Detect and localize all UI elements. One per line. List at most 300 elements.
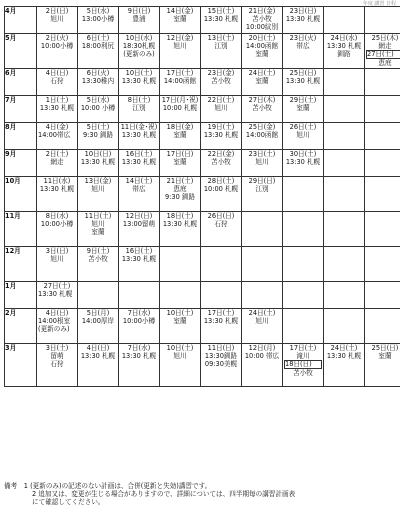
session-date: 17日(土) [283, 344, 323, 352]
session-info: 旭川 [160, 42, 200, 50]
schedule-cell [324, 212, 365, 247]
session-info: 石狩 [37, 77, 77, 85]
session-info: 室蘭 [242, 77, 282, 85]
schedule-cell [160, 247, 201, 282]
session-date: 18日(土) [160, 212, 200, 220]
session-info: 帯広 [283, 42, 323, 50]
session-date: 17日(月･祝) [160, 96, 200, 104]
schedule-cell [324, 123, 365, 150]
schedule-cell [365, 282, 400, 309]
schedule-cell [37, 96, 78, 123]
session-date: 11日(金･祝) [119, 123, 159, 131]
schedule-cell [283, 177, 324, 212]
session-info: 苫小牧 [242, 104, 282, 112]
schedule-cell [37, 309, 78, 344]
schedule-cell [78, 96, 119, 123]
session-date: 22日(土) [201, 96, 241, 104]
schedule-cell [283, 34, 324, 69]
schedule-cell [365, 247, 400, 282]
schedule-cell [242, 344, 283, 387]
session-info: 13:30 札幌 [160, 220, 200, 228]
session-date: 17日(日) [160, 150, 200, 158]
schedule-cell [78, 309, 119, 344]
session-date: 10日(水) [119, 34, 159, 42]
session-info: 旭川 [201, 104, 241, 112]
schedule-cell [160, 96, 201, 123]
session-date: 28日(土) [201, 177, 241, 185]
session-info: 室蘭 [283, 104, 323, 112]
session-date: 2日(日) [37, 7, 77, 15]
session-date: 19日(土) [201, 123, 241, 131]
schedule-cell [37, 34, 78, 69]
session-date: 14日(土) [119, 177, 159, 185]
session-info: 13:30 札幌 [283, 77, 323, 85]
session-info: (更新のみ) [119, 50, 159, 58]
session-info: 13:30 札幌 [201, 131, 241, 139]
session-info: 網走 [365, 42, 400, 50]
notes-label: 備考 [4, 482, 17, 490]
session-info: 14:00函館 [160, 77, 200, 85]
session-info: 14:00根室 [37, 317, 77, 325]
month-label: 2月 [5, 309, 37, 344]
session-info: 14:00函館 [242, 42, 282, 50]
schedule-cell [160, 309, 201, 344]
session-info: 13:30 札幌 [119, 131, 159, 139]
schedule-cell [242, 96, 283, 123]
session-info: 13:30 札幌 [324, 352, 364, 360]
month-row [5, 247, 400, 282]
month-label: 6月 [5, 69, 37, 96]
schedule-cell [78, 150, 119, 177]
session-date: 5日(水) [78, 96, 118, 104]
month-label: 1月 [5, 282, 37, 309]
schedule-cell [119, 7, 160, 34]
schedule-cell [119, 96, 160, 123]
session-date: 24日(水) [324, 34, 364, 42]
session-date: 25日(日) [283, 69, 323, 77]
session-date: 11日(日) [201, 344, 241, 352]
session-date: 8日(水) [37, 212, 77, 220]
session-info: 網走 [37, 158, 77, 166]
session-info: 13:30 札幌 [119, 255, 159, 263]
session-date: 22日(金) [201, 150, 241, 158]
month-row [5, 344, 400, 387]
session-date: 10日(土) [160, 344, 200, 352]
session-info: 14:00函館 [242, 131, 282, 139]
session-info: 13:30 札幌 [37, 290, 77, 298]
session-date: 23日(土) [242, 150, 282, 158]
session-info: 苫小牧 [242, 15, 282, 23]
session-date: 26日(日) [201, 212, 241, 220]
session-date: 29日(日) [242, 177, 282, 185]
session-info: 10:00 札幌 [160, 104, 200, 112]
session-date: 4日(日) [37, 309, 77, 317]
session-date: 12日(日) [119, 212, 159, 220]
session-info: 13:30 札幌 [37, 104, 77, 112]
schedule-cell [324, 7, 365, 34]
session-info: 13:30稚内 [78, 77, 118, 85]
session-date: 17日(土) [160, 69, 200, 77]
session-date: 2日(土) [37, 150, 77, 158]
schedule-cell [324, 177, 365, 212]
schedule-cell [242, 69, 283, 96]
session-info: 13:30 札幌 [37, 185, 77, 193]
session-info: 江別 [119, 104, 159, 112]
schedule-cell [283, 309, 324, 344]
schedule-cell [365, 309, 400, 344]
schedule-cell [78, 282, 119, 309]
session-info: 室蘭 [160, 15, 200, 23]
session-info: 旭川 [283, 131, 323, 139]
session-info: 旭川 [37, 255, 77, 263]
schedule-cell [324, 247, 365, 282]
schedule-cell [365, 123, 400, 150]
session-date: 3日(土) [37, 344, 77, 352]
schedule-cell [160, 150, 201, 177]
session-date: 27日(土) [37, 282, 77, 290]
schedule-cell [78, 69, 119, 96]
session-info: (更新のみ) [37, 325, 77, 333]
session-date: 14日(金) [160, 7, 200, 15]
session-info: 旭川 [78, 220, 118, 228]
session-date: 26日(土) [283, 123, 323, 131]
schedule-cell [242, 34, 283, 69]
schedule-table [4, 6, 400, 387]
schedule-cell [78, 344, 119, 387]
schedule-cell [160, 344, 201, 387]
schedule-cell [365, 212, 400, 247]
month-row [5, 7, 400, 34]
schedule-cell [160, 7, 201, 34]
month-label: 7月 [5, 96, 37, 123]
session-date: 7日(水) [119, 309, 159, 317]
session-info: 苫小牧 [78, 255, 118, 263]
session-date: 7日(水) [119, 344, 159, 352]
month-label: 3月 [5, 344, 37, 387]
month-row [5, 34, 400, 69]
schedule-cell [283, 212, 324, 247]
schedule-cell [242, 212, 283, 247]
session-info: 石狩 [37, 360, 77, 368]
note-line-1: 1 (更新のみ)の記述のない計画は、合併(更新と失効)講習です。 [24, 482, 212, 490]
session-info: 10:00 帯広 [242, 352, 282, 360]
session-date: 5日(水) [78, 7, 118, 15]
session-info: 旭川 [242, 317, 282, 325]
month-row [5, 69, 400, 96]
session-date: 11日(土) [78, 212, 118, 220]
session-date: 16日(土) [119, 247, 159, 255]
schedule-cell [119, 344, 160, 387]
session-info: 13:30 札幌 [324, 42, 364, 50]
schedule-cell [119, 34, 160, 69]
month-label: 11月 [5, 212, 37, 247]
schedule-cell [242, 150, 283, 177]
session-info: 室蘭 [160, 158, 200, 166]
schedule-cell [78, 212, 119, 247]
month-row [5, 123, 400, 150]
schedule-cell [37, 7, 78, 34]
month-row [5, 282, 400, 309]
schedule-cell [201, 247, 242, 282]
schedule-cell [283, 282, 324, 309]
session-date: 3日(日) [37, 247, 77, 255]
schedule-cell [201, 309, 242, 344]
session-date: 8日(土) [119, 96, 159, 104]
schedule-cell [119, 282, 160, 309]
session-info: 苫小牧 [201, 77, 241, 85]
session-date: 16日(土) [119, 150, 159, 158]
schedule-cell [201, 34, 242, 69]
session-date: 6日(火) [78, 69, 118, 77]
session-date: 23日(火) [283, 34, 323, 42]
schedule-cell [283, 69, 324, 96]
schedule-cell [324, 96, 365, 123]
session-date: 12日(金) [160, 34, 200, 42]
month-row [5, 177, 400, 212]
schedule-cell [160, 282, 201, 309]
session-date: 29日(土) [283, 96, 323, 104]
session-date: 5日(月) [78, 309, 118, 317]
session-date: 13日(土) [201, 34, 241, 42]
schedule-cell [37, 282, 78, 309]
schedule-cell [283, 7, 324, 34]
schedule-cell [37, 344, 78, 387]
header-tail: 年度 講習 日程 [358, 0, 396, 7]
session-date: 2日(火) [37, 34, 77, 42]
schedule-cell [201, 123, 242, 150]
session-info: 9:30 釧路 [160, 193, 200, 201]
schedule-cell [201, 96, 242, 123]
schedule-cell [160, 69, 201, 96]
session-info: 14:00帯広 [37, 131, 77, 139]
schedule-cell [119, 309, 160, 344]
session-date: 4日(日) [78, 344, 118, 352]
session-date: 4日(金) [37, 123, 77, 131]
extra-session-date: 18日(日) [284, 360, 322, 369]
schedule-cell [324, 282, 365, 309]
month-label: 8月 [5, 123, 37, 150]
schedule-cell [37, 150, 78, 177]
schedule-cell [201, 344, 242, 387]
session-date: 27日(木) [242, 96, 282, 104]
schedule-cell [365, 150, 400, 177]
note-line-3: にて確認してください。 [4, 498, 295, 506]
session-info: 滝川 [283, 352, 323, 360]
session-date: 10日(日) [78, 150, 118, 158]
session-date: 23日(金) [201, 69, 241, 77]
schedule-cell [119, 69, 160, 96]
session-info: 13:30 札幌 [119, 352, 159, 360]
session-info: 10:00 札幌 [201, 185, 241, 193]
schedule-cell [160, 123, 201, 150]
session-date: 18日(金) [160, 123, 200, 131]
schedule-cell [160, 212, 201, 247]
session-date: 17日(土) [201, 309, 241, 317]
schedule-cell [324, 69, 365, 96]
schedule-cell [37, 69, 78, 96]
schedule-cell [119, 247, 160, 282]
schedule-cell [242, 309, 283, 344]
schedule-cell [78, 34, 119, 69]
session-info: 14:00厚岸 [78, 317, 118, 325]
session-date: 21日(金) [242, 7, 282, 15]
schedule-cell [37, 177, 78, 212]
month-label: 9月 [5, 150, 37, 177]
session-info: 10:00小樽 [37, 220, 77, 228]
session-date: 30日(土) [283, 150, 323, 158]
schedule-cell [119, 123, 160, 150]
session-date: 25日(日) [365, 344, 400, 352]
session-date: 1日(土) [37, 96, 77, 104]
month-row [5, 96, 400, 123]
session-info: 13:00留萌 [119, 220, 159, 228]
schedule-cell [324, 309, 365, 344]
schedule-cell [160, 177, 201, 212]
schedule-cell [78, 123, 119, 150]
session-info: 恵庭 [160, 185, 200, 193]
month-row [5, 150, 400, 177]
session-info: 帯広 [119, 185, 159, 193]
schedule-cell [119, 150, 160, 177]
session-info: 旭川 [160, 352, 200, 360]
session-info: 13:30釧路 [201, 352, 241, 360]
session-date: 24日(土) [242, 69, 282, 77]
session-info: 室蘭 [78, 228, 118, 236]
month-label: 5月 [5, 34, 37, 69]
session-info: 釧路 [324, 50, 364, 58]
note-line-2: 2 追加又は、変更が生じる場合がありますので、詳細については、四半期毎の講習計画表 [4, 490, 295, 498]
session-info: 13:00小樽 [78, 15, 118, 23]
session-info: 留萌 [37, 352, 77, 360]
session-date: 21日(土) [160, 177, 200, 185]
schedule-cell [160, 34, 201, 69]
session-info: 13:30 札幌 [283, 15, 323, 23]
schedule-cell [283, 96, 324, 123]
session-date: 10日(土) [119, 69, 159, 77]
session-info: 室蘭 [160, 317, 200, 325]
session-info: 室蘭 [365, 352, 400, 360]
session-info: 恵庭 [365, 59, 400, 67]
session-date: 20日(土) [242, 34, 282, 42]
session-date: 13日(金) [78, 177, 118, 185]
session-info: 苫小牧 [201, 158, 241, 166]
session-info: 13:30 札幌 [283, 158, 323, 166]
session-info: 石狩 [201, 220, 241, 228]
session-date: 11日(水) [37, 177, 77, 185]
session-info: 10:00紋別 [242, 23, 282, 31]
month-label: 12月 [5, 247, 37, 282]
schedule-cell [242, 177, 283, 212]
schedule-cell [283, 123, 324, 150]
session-info: 18:30札幌 [119, 42, 159, 50]
session-date: 4日(日) [37, 69, 77, 77]
schedule-cell [324, 34, 365, 69]
session-info: 10:00小樽 [37, 42, 77, 50]
session-info: 10:00 小樽 [78, 104, 118, 112]
session-info: 室蘭 [242, 50, 282, 58]
schedule-cell [242, 7, 283, 34]
schedule-cell [365, 7, 400, 34]
schedule-cell [283, 150, 324, 177]
session-date: 24日(土) [242, 309, 282, 317]
schedule-cell [283, 247, 324, 282]
session-info: 13:30 札幌 [78, 158, 118, 166]
schedule-cell [242, 247, 283, 282]
schedule-cell [242, 123, 283, 150]
session-date: 6日(土) [78, 34, 118, 42]
session-date: 12日(月) [242, 344, 282, 352]
month-label: 10月 [5, 177, 37, 212]
schedule-cell [283, 344, 324, 387]
session-info: 18:00利尻 [78, 42, 118, 50]
session-info: 13:30 札幌 [201, 317, 241, 325]
schedule-cell [201, 7, 242, 34]
session-info: 旭川 [78, 185, 118, 193]
session-date: 23日(日) [283, 7, 323, 15]
session-info: 旭川 [37, 15, 77, 23]
session-info: 13:30 札幌 [119, 158, 159, 166]
schedule-cell [324, 150, 365, 177]
session-info: 09:30美幌 [201, 360, 241, 368]
session-date: 25日(木) [365, 34, 400, 42]
schedule-cell [365, 344, 400, 387]
schedule-cell [365, 177, 400, 212]
schedule-cell [78, 7, 119, 34]
schedule-cell [201, 177, 242, 212]
session-date: 5日(土) [78, 123, 118, 131]
schedule-cell [37, 123, 78, 150]
session-date: 10日(土) [160, 309, 200, 317]
schedule-cell [37, 247, 78, 282]
session-info: 13:30 札幌 [78, 352, 118, 360]
month-row [5, 309, 400, 344]
session-info: 13:30 札幌 [119, 77, 159, 85]
schedule-cell [119, 177, 160, 212]
schedule-cell [201, 69, 242, 96]
session-date: 25日(金) [242, 123, 282, 131]
schedule-cell [201, 282, 242, 309]
month-label: 4月 [5, 7, 37, 34]
session-info: 豊浦 [119, 15, 159, 23]
month-row [5, 212, 400, 247]
schedule-cell [324, 344, 365, 387]
schedule-cell [78, 247, 119, 282]
session-date: 24日(土) [324, 344, 364, 352]
schedule-cell [37, 212, 78, 247]
schedule-cell [365, 34, 400, 69]
session-info: 江別 [201, 42, 241, 50]
schedule-cell [365, 96, 400, 123]
session-info: 苫小牧 [283, 369, 323, 377]
session-date: 9日(土) [78, 247, 118, 255]
notes-section [4, 482, 295, 506]
session-info: 13:30 札幌 [201, 15, 241, 23]
session-info: 江別 [242, 185, 282, 193]
extra-session-date: 27日(土) [366, 50, 400, 59]
schedule-cell [78, 177, 119, 212]
session-info: 室蘭 [160, 131, 200, 139]
session-info: 10:00小樽 [119, 317, 159, 325]
session-date: 9日(日) [119, 7, 159, 15]
session-date: 15日(土) [201, 7, 241, 15]
session-info: 旭川 [242, 158, 282, 166]
schedule-cell [242, 282, 283, 309]
schedule-cell [201, 212, 242, 247]
schedule-cell [119, 212, 160, 247]
schedule-cell [201, 150, 242, 177]
session-info: 9:30 釧路 [78, 131, 118, 139]
schedule-cell [365, 69, 400, 96]
